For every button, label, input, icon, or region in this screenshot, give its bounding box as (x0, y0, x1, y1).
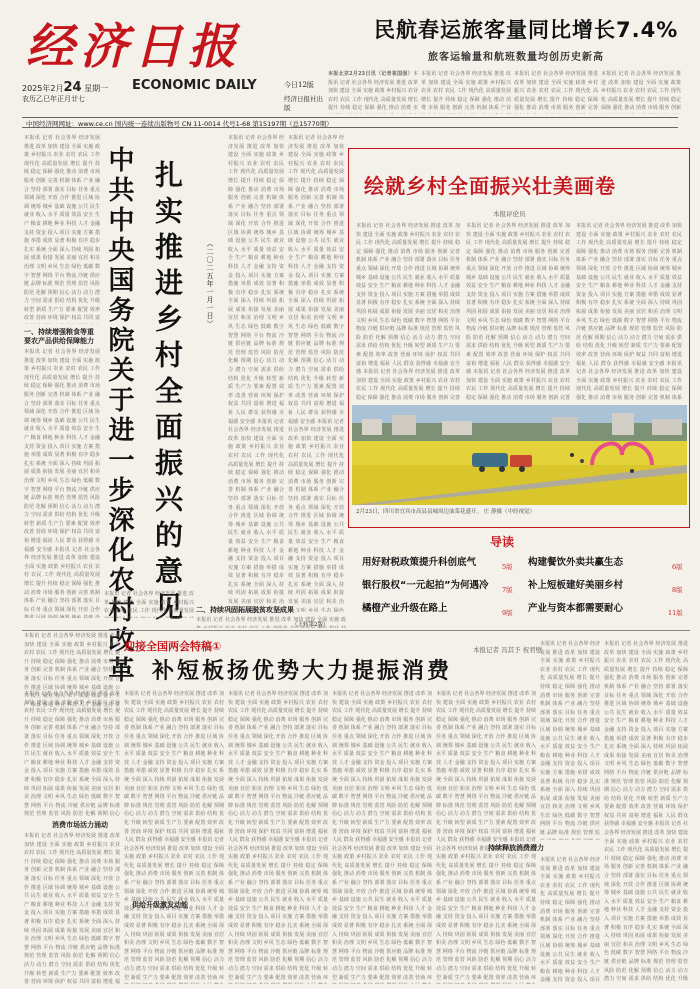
bottom-body-column (540, 640, 600, 840)
bottom-body-column (24, 690, 120, 818)
bottom-story-byline: 本报记者 冯其予 祝君壁 (473, 646, 543, 654)
sub-heading: 持续释放消费潜力 (488, 844, 544, 852)
bottom-body-column (124, 690, 224, 984)
newspaper-logo: 经济日报 (26, 19, 243, 75)
top-story-title[interactable]: 民航春运旅客量同比增长7.4% (374, 18, 679, 42)
top-story-body: 本报北京2月23日讯（记者崔国强） 本报讯 记者 社会各界 经济发展 推进 改革 加快 建设 全面 实施 政策 乡村振兴 农业 农村 农民 工作 现代化 高质量发展 增长 提升 持续 稳定 保障 强化 推动 消费 市场 服务 创新 完善 机制 体系 产业 融合 坚持 部署 落实 目标 任务 重点 领域 深化 开放 合作 推进 区域 协调 统筹 城乡 基础 设施 公共 民生 就业 收入 水平 质量 效益 安全 生产 粮食 耕地 种业 科技 人才 金融 支持 资金 投入 项目 实施 方案 措施 举措 成效 显著 积极 有序 稳步 扎实 系统 全面 深入 持续 巩固 拓展 成果 衔接 发展 美丽 宜居 和美 治理 文明 乡风 生态 绿色 低碳 数字 智慧 网络 平台 物流 冷链 供应链 品牌 标准 规范 管理 监管 风险 防范 化解 预期 信心 活力 动力 潜力 空间 需求 供给 结构 优化 升级 转型 新质 生产力 要素 配置 效率 改善 营商 环境 保护 权益 共同 富裕 增进 福祉 人民 群众 获得感 幸福感 安全感 本报讯 记者 社会各界 经济发展 推进 改革 加快 建设 全面 实施 政策 乡村振兴 农业 农村 农民 工作 现代化 高质量发展 增长 提升 持续 稳定 保障 强化 推动 消费 市场 服务 创新 完善 机制 体系 产业 融合 坚持 部署 落实 目标 任务 重点 领域 深化 开放 合作 推进 区域 协调 统筹 城乡 基础 设施 公共 民生 就业 收入 水平 质量 效益 安全 生产 粮食 耕地 种业 科技 人才 金融 支持 资金 投入 项目 实施 方案 措施 举措 成效 显著 积极 有序 稳步 扎实 系统 全面 深入 持续 巩固 拓展 成果 衔接 发展 美丽 宜居 和美 治理 文明 乡风 生态 绿色 低碳 数字 智慧 网络 平台 物流 冷链 供应链 品牌 标准 规范 管理 监管 风险 防范 化解 预期 信心 活力 动力 潜力 空间 需求 供给 结构 优化 升级 转型 新质 生产力 要素 配置 效率 改善 营商 环境 保护 权益 共同 富裕 增进 福祉 人民 群众 获得感 幸福感 安全感 本报讯 记者 社会各界 经济发展 推进 改革 加快 建设 全面 实施 政策 乡村振兴 农业 农村 农民 工作 现代化 高质量发展 增长 提升 持续 稳定 保障 强化 推动 消费 市场 服务 创新 完善 机制 体系 产业 融合 坚持 部署 落实 目标 任务 重点 领域 深化 开放 合作 推进 区域 协调 统筹 城乡 基础 设施 公共 民生 就业 收入 水平 质量 效益 安全 生产 粮食 耕地 种业 科技 人才 金融 支持 资金 投入 项目 实施 方案 措施 举措 成效 显著 积极 有序 稳步 扎实 系统 全面 深入 持续 巩固 拓展 成果 衔接 发展 美丽 宜居 和美 治理 文明 乡风 生态 绿色 低碳 数字 智慧 网络 平台 (328, 70, 418, 114)
guide-item[interactable]: 构建餐饮外卖共赢生态 (528, 557, 624, 568)
page-count: 今日12版 (284, 81, 314, 89)
guide-item[interactable]: 橘橙产业升级在路上 (362, 603, 448, 614)
guide-item[interactable]: 补上短板建好美丽乡村 (528, 580, 624, 591)
lunar-date: 农历乙巳年正月廿七 (22, 95, 85, 103)
continue-note: （下转第2版） (292, 622, 329, 628)
guide-item[interactable]: 用好财税政策提升科创底气 (362, 557, 477, 568)
bottom-story-title[interactable]: 补短板扬优势大力提振消费 (152, 659, 453, 684)
guide-page: 9版 (502, 609, 513, 617)
feature-body-column (466, 222, 570, 400)
bottom-body-column (332, 690, 432, 984)
lead-title[interactable]: 中共中央国务院关于进一步深化农村改革 (104, 146, 134, 686)
top-story-body (601, 70, 681, 114)
publisher: 经济日报社出版 (284, 95, 323, 112)
section-heading: 一、持续增强粮食等重要农产品供给保障能力 (24, 328, 94, 345)
lead-body-column (228, 134, 284, 612)
guide-page: 8版 (672, 586, 683, 594)
guide-page: 7版 (502, 586, 513, 594)
feature-title[interactable]: 绘就乡村全面振兴壮美画卷 (364, 174, 616, 198)
lead-body-column (24, 348, 100, 618)
lead-body-column (288, 134, 344, 612)
feature-body-column (356, 222, 460, 400)
top-story-body (514, 70, 598, 114)
bottom-body-column (228, 690, 328, 984)
english-title: ECONOMIC DAILY (132, 78, 257, 93)
sub-heading: 消费市场活力涌动 (52, 821, 108, 829)
issue-date: 2025年2月24 星期一 (22, 80, 109, 95)
bottom-body-column (604, 640, 688, 984)
lead-date-note: （二〇二五年一月一日） (206, 240, 214, 328)
section-divider (22, 630, 690, 631)
section-heading: 二、持续巩固拓展脱贫攻坚成果 (196, 606, 294, 614)
top-story-body (421, 70, 511, 114)
guide-item[interactable]: 产业与资本都需要耐心 (528, 603, 624, 614)
sub-heading: 供给升级激发动能 (132, 901, 188, 909)
bottom-body-column (436, 690, 536, 984)
guide-page: 11版 (668, 609, 683, 617)
guide-page: 6版 (672, 563, 683, 571)
lead-body-column (24, 134, 100, 324)
special-label: 迎接全国两会特稿① (124, 640, 222, 653)
guide-page: 5版 (502, 563, 513, 571)
rapeseed-field-photo (352, 405, 687, 505)
feature-byline: 本报评论员 (493, 210, 526, 218)
lead-body-column (104, 590, 194, 618)
info-bar: 中国经济网网址：www.ce.cn 国内统一连续出版物号 CN 11-0014 代号1-68 第15197期（总15770期） (22, 117, 678, 128)
guide-title: 导读 (490, 535, 515, 549)
guide-item[interactable]: 银行股权“一元起拍”为何遇冷 (362, 580, 489, 591)
masthead (22, 8, 327, 112)
lead-title-main[interactable]: 扎实推进乡村全面振兴的意见 (151, 160, 184, 628)
bottom-body-column (540, 856, 600, 984)
top-story-subtitle: 旅客运输量和航班数量均创历史新高 (428, 52, 604, 63)
bottom-body-column (24, 832, 120, 984)
feature-body-column (576, 222, 682, 400)
photo-caption: 2月23日，四川省宜宾市高县县城周边油菜花盛开。 庄 静摄（中经视觉） (356, 509, 535, 515)
